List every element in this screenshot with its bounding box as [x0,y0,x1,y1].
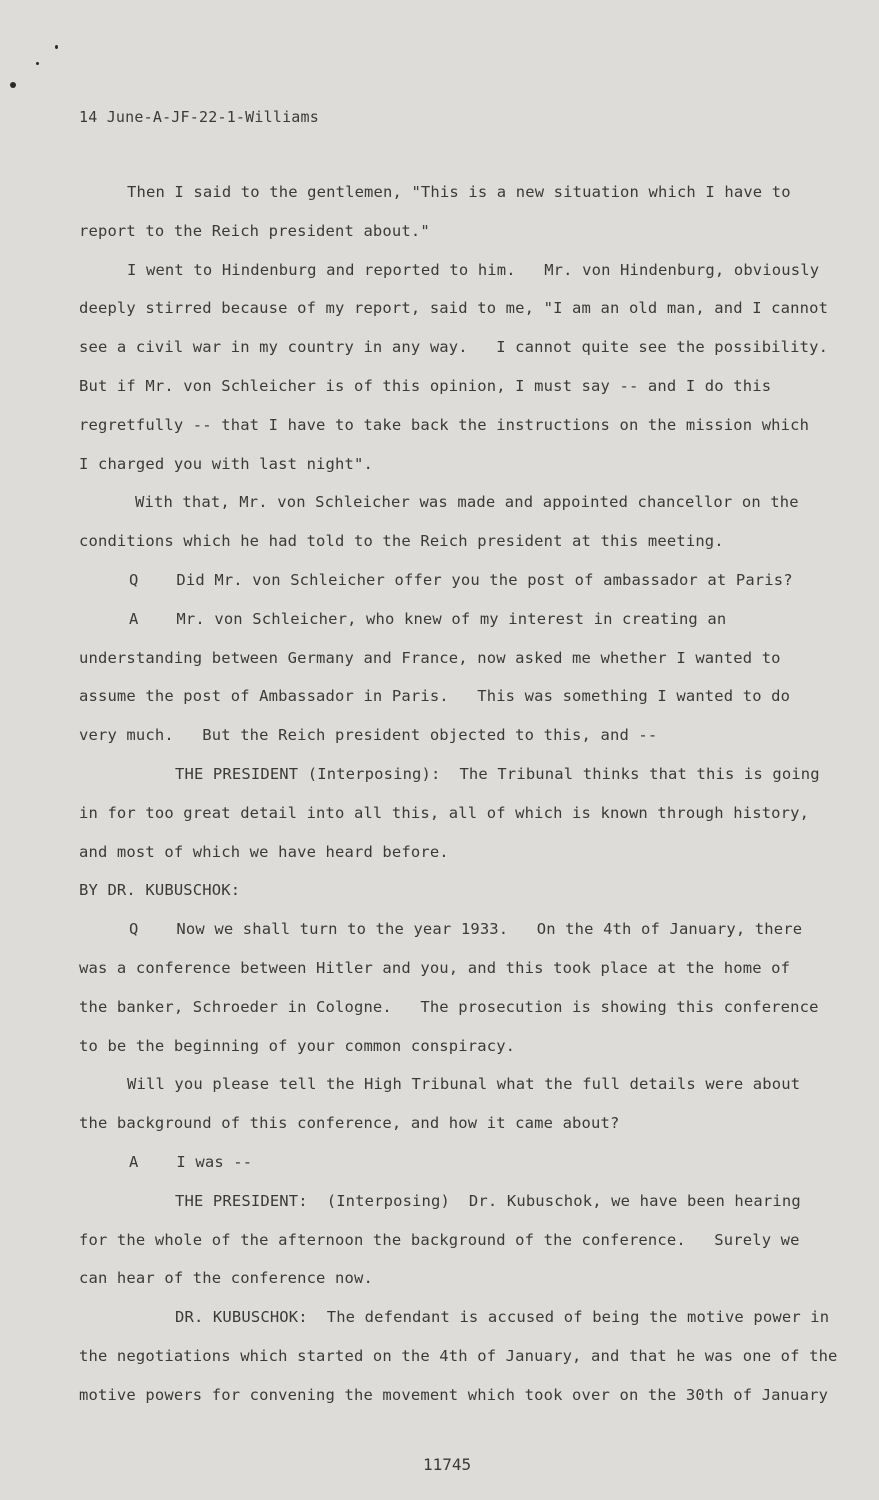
transcript-line: in for too great detail into all this, all of which is known through history, [79,803,810,822]
transcript-line: DR. KUBUSCHOK: The defendant is accused of being the motive power in [175,1308,830,1327]
transcript-line: THE PRESIDENT: (Interposing) Dr. Kubuschok, we have been hearing [175,1191,801,1210]
transcript-line: to be the beginning of your common conspiracy. [79,1036,516,1055]
transcript-line: was a conference between Hitler and you, and this took place at the home of [79,959,791,977]
transcript-line: THE PRESIDENT (Interposing): The Tribunal thinks that this is going [175,765,820,783]
transcript-line: I went to Hindenburg and reported to him. Mr. von Hindenburg, obviously [127,260,820,279]
transcript-line: conditions which he had told to the Reich president at this meeting. [79,532,724,551]
ink-speck [36,62,39,65]
transcript-line: can hear of the conference now. [79,1269,373,1288]
transcript-line: deeply stirred because of my report, said to me, "I am an old man, and I cannot [79,299,829,318]
page-number: 11745 [423,1455,472,1474]
transcript-line: Q Did Mr. von Schleicher offer you the post of ambassador at Paris? [129,571,793,589]
ink-speck [10,82,16,88]
transcript-line: motive powers for convening the movement which took over on the 30th of January [79,1385,829,1404]
transcript-line: A Mr. von Schleicher, who knew of my interest in creating an [129,609,727,628]
transcript-line: regretfully -- that I have to take back the instructions on the mission which [79,415,810,434]
ink-speck [55,45,58,49]
transcript-line: I charged you with last night". [79,454,373,473]
transcript-line: see a civil war in my country in any way. I cannot quite see the possibility. [79,338,829,357]
transcript-line: for the whole of the afternoon the background of the conference. Surely we [79,1230,800,1249]
transcript-line: Q Now we shall turn to the year 1933. On the 4th of January, there [129,920,803,939]
transcript-line: BY DR. KUBUSCHOK: [79,881,241,900]
transcript-line: very much. But the Reich president objected to this, and -- [79,726,658,745]
transcript-line: the negotiations which started on the 4th of January, and that he was one of the [79,1347,838,1365]
transcript-line: Then I said to the gentlemen, "This is a new situation which I have to [127,183,791,201]
transcript-line: the background of this conference, and how it came about? [79,1114,620,1133]
transcript-line: report to the Reich president about." [79,221,430,240]
transcript-line: understanding between Germany and France, now asked me whether I wanted to [79,648,781,667]
transcript-line: assume the post of Ambassador in Paris. This was something I wanted to do [79,687,791,706]
document-header: 14 June-A-JF-22-1-Williams [79,108,319,126]
transcript-line: and most of which we have heard before. [79,842,449,861]
transcript-line: the banker, Schroeder in Cologne. The prosecution is showing this conference [79,997,819,1016]
transcript-line: With that, Mr. von Schleicher was made and appointed chancellor on the [135,493,799,512]
transcript-line: Will you please tell the High Tribunal what the full details were about [127,1075,801,1094]
transcript-line: A I was -- [129,1153,253,1171]
transcript-line: But if Mr. von Schleicher is of this opinion, I must say -- and I do this [79,377,772,395]
